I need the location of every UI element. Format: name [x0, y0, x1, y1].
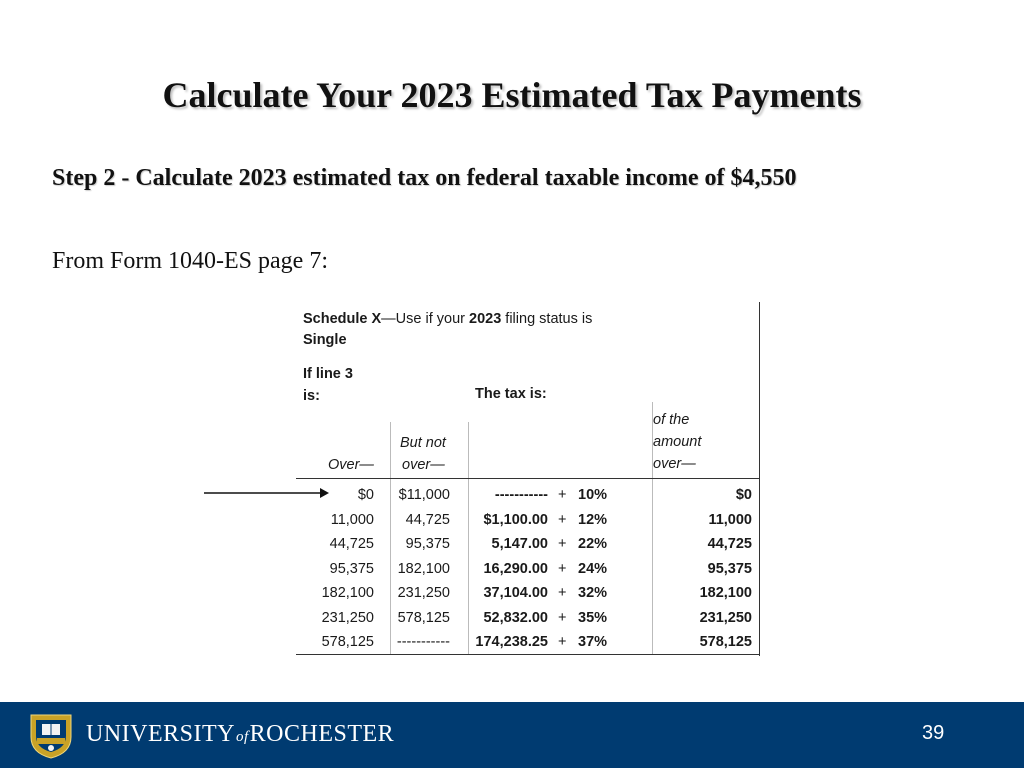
schedule-rows — [296, 483, 760, 655]
cell-amount-over: 182,100 — [699, 585, 752, 601]
table-row — [296, 630, 760, 655]
cell-over: 231,250 — [321, 609, 374, 626]
step-heading: Step 2 - Calculate 2023 estimated tax on federal taxable income of $4,550 — [52, 165, 797, 191]
cell-but-not-over: 578,125 — [397, 609, 450, 626]
cell-rate: 35% — [578, 609, 608, 626]
cell-base-tax: 5,147.00 — [491, 536, 548, 552]
cell-plus: + — [558, 585, 567, 601]
cell-but-not-over: ----------- — [396, 634, 450, 650]
cell-base-tax: $1,100.00 — [483, 511, 548, 528]
cell-rate: 10% — [578, 487, 608, 503]
cell-but-not-over: $11,000 — [398, 487, 450, 503]
table-row — [296, 606, 760, 631]
page-number: 39 — [922, 722, 945, 744]
schedule-title: Schedule X—Use if your 2023 filing status is Single — [303, 311, 593, 348]
table-row — [296, 557, 760, 582]
cell-rate: 37% — [578, 634, 608, 650]
table-row — [296, 483, 760, 508]
cell-base-tax: 52,832.00 — [483, 609, 548, 626]
cell-plus: + — [558, 487, 567, 503]
cell-plus: + — [558, 511, 567, 528]
cell-over: 95,375 — [329, 560, 374, 577]
cell-amount-over: 44,725 — [707, 536, 752, 552]
cell-base-tax: 37,104.00 — [483, 585, 548, 601]
table-row — [296, 508, 760, 533]
cell-base-tax: ----------- — [494, 487, 548, 503]
slide-title: Calculate Your 2023 Estimated Tax Payments — [162, 75, 862, 115]
university-seal-icon — [28, 711, 74, 759]
column-header-but-not-over: But not over— — [400, 435, 446, 473]
cell-base-tax: 174,238.25 — [475, 634, 548, 650]
cell-rate: 22% — [578, 536, 608, 552]
cell-rate: 32% — [578, 585, 608, 601]
tax-is-label: The tax is: — [475, 386, 547, 402]
source-note: From Form 1040-ES page 7: — [52, 248, 328, 274]
cell-plus: + — [558, 634, 567, 650]
cell-but-not-over: 95,375 — [405, 536, 450, 552]
line3-label: If line 3 is: — [303, 366, 353, 404]
cell-amount-over: 231,250 — [699, 609, 752, 626]
column-header-amount-over: of the amount over— — [653, 412, 702, 472]
cell-plus: + — [558, 560, 567, 577]
cell-base-tax: 16,290.00 — [483, 560, 548, 577]
table-row — [296, 532, 760, 557]
cell-rate: 12% — [578, 511, 608, 528]
cell-but-not-over: 231,250 — [397, 585, 450, 601]
table-row — [296, 581, 760, 606]
cell-amount-over: $0 — [735, 487, 752, 503]
table-rule — [296, 478, 760, 479]
tax-rate-schedule — [296, 302, 760, 656]
cell-over: 44,725 — [329, 536, 374, 552]
cell-over: 11,000 — [330, 511, 374, 528]
cell-rate: 24% — [578, 560, 608, 577]
cell-plus: + — [558, 536, 567, 552]
cell-amount-over: 578,125 — [699, 634, 752, 650]
cell-plus: + — [558, 609, 567, 626]
cell-amount-over: 95,375 — [707, 560, 752, 577]
footer-bar — [0, 702, 1024, 768]
university-wordmark: UNIVERSITYofROCHESTER — [86, 721, 395, 747]
table-rule — [296, 654, 760, 655]
cell-over: 578,125 — [321, 634, 374, 650]
cell-but-not-over: 182,100 — [397, 560, 450, 577]
cell-over: 182,100 — [321, 585, 374, 601]
cell-but-not-over: 44,725 — [405, 511, 450, 528]
cell-over: $0 — [357, 487, 374, 503]
column-header-over: Over— — [328, 457, 374, 473]
cell-amount-over: 11,000 — [708, 511, 752, 528]
